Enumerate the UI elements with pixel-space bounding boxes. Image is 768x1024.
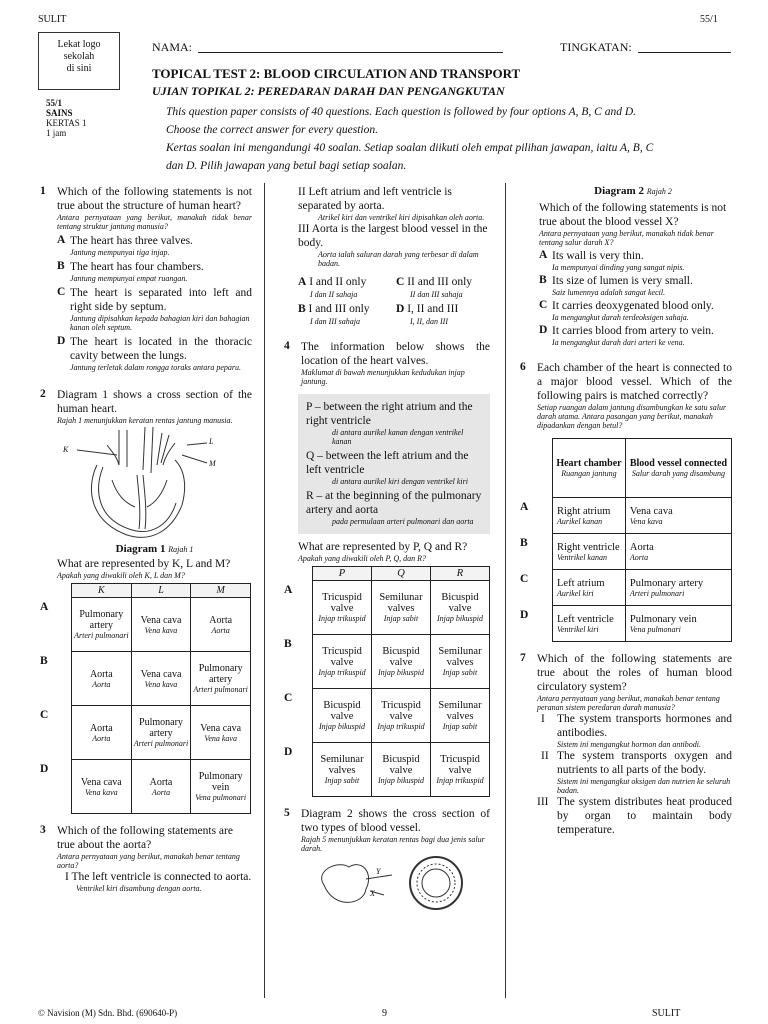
question-text-ms: Antara pernyataan yang berikut, manakah tidak benar tentang struktur jantung manusia? [57,213,252,231]
question-text: Which of the following statements are true about the aorta? [57,825,233,851]
table-row[interactable] [313,581,490,635]
table-header: M [191,584,251,598]
table-cell [372,635,431,689]
question-4 [284,340,490,797]
table-cell [131,598,191,652]
cell-text-ms: Injap sabit [324,776,360,785]
table-header-row [553,439,732,498]
instruction-line: Kertas soalan ini mengandungi 40 soalan. Setiap soalan diikuti oleh empat pilihan jawapan, iaitu A, B, C [166,142,654,154]
footer-copyright: © Navision (M) Sdn. Bhd. (690640-P) [38,1008,178,1018]
question-text: Diagram 1 shows a cross section of the human heart. [57,389,252,415]
table-row[interactable] [72,652,251,706]
option-c[interactable]: C II and III only II dan III sahaja [396,272,496,299]
table-header-row [313,567,490,581]
question-number: 2 [40,388,46,400]
info-box [298,394,490,534]
question-ask: What are represented by P, Q and R? [298,541,468,553]
cell-text: Pulmonary vein [198,771,243,793]
option-text: The heart has three valves. [70,235,193,247]
table-cell [191,706,251,760]
table-cell [72,652,132,706]
table-cell [625,606,731,642]
answer-table [284,566,490,797]
table-row[interactable] [313,635,490,689]
table-header: L [131,584,191,598]
option-letter: A [57,234,66,246]
label-y: Y [376,867,381,876]
row-letter: A [520,501,529,513]
cell-text: Pulmonary vein [629,613,697,625]
question-ask: What are represented by K, L and M? [57,558,231,570]
question-number: 1 [40,185,46,197]
q3-options [298,272,490,326]
question-ask-ms: Apakah yang diwakili oleh P, Q, dan R? [298,554,427,563]
diagram-1-label: Diagram 1 [115,543,166,555]
blood-vessel-diagram [284,853,490,911]
cell-text: Vena cava [140,668,182,680]
statement-iii: III The system distributes heat produced by organ to maintain body temperature. [537,796,732,836]
paper-info [46,98,87,138]
cell-text-ms: Vena pulmonari [195,793,247,802]
option-text: The heart is separated into left and right side by septum. [70,287,252,313]
statement-ii: II Left atrium and left ventricle is separated by aorta. [298,186,452,212]
table-cell [553,498,626,534]
cell-text: Pulmonary artery [79,609,124,631]
diagram-2-label: Diagram 2 [594,185,644,197]
option-b[interactable] [57,260,252,283]
label-k: K [63,445,69,454]
label-x: X [370,889,375,898]
option-text: Its wall is very thin. [552,250,644,262]
option-text-ms: I, II, dan III [410,317,448,326]
option-text-ms: Saiz lumennya adalah sangat kecil. [552,288,666,297]
cell-text-ms: Injap bikuspid [437,614,483,623]
info-q: Q – between the left atrium and the left ventricle [306,450,469,476]
question-text-ms: Antara pernyataan yang berikut, manakah tidak benar tentang salur darah X? [539,229,714,247]
table-cell [431,689,490,743]
footer-sulit: SULIT [652,1008,681,1019]
cell-text: Vena cava [200,722,242,734]
table-cell [625,570,731,606]
option-text-ms: Jantung terletak dalam rongga toraks antara peparu. [70,363,242,372]
cell-text-ms: Arteri pulmonari [629,588,685,598]
logo-box [38,32,120,90]
paper-subject: SAINS [46,108,73,118]
cell-text: Pulmonary artery [139,717,183,739]
table-header: K [72,584,132,598]
option-letter: B [539,274,547,286]
option-text-ms: Ia mengangkut darah dari arteri ke vena. [552,338,685,347]
option-b[interactable] [539,274,732,297]
question-5 [284,807,490,911]
question-1 [40,185,252,372]
question-text-ms: Rajah 1 menunjukkan keratan rentas jantung manusia. [57,416,233,425]
cell-text: Tricuspid valve [322,646,362,668]
column-divider [264,183,265,998]
row-letter: D [40,763,49,775]
statement-text-ms: Sistem ini mengangkut hormon dan antibodi. [557,740,701,749]
cell-text-ms: Aurikel kiri [557,588,594,598]
option-letter: D [539,324,548,336]
table-cell [72,760,132,814]
heart-diagram [57,425,252,543]
cell-text: Pulmonary artery [629,577,704,589]
info-q-ms: di antara aurikel kiri dengan ventrikel kiri [332,477,468,486]
option-text-ms: II dan III sahaja [410,290,463,299]
cell-text: Aorta [209,614,233,626]
cell-text-ms: Injap trikuspid [318,614,366,623]
cell-text-ms: Injap bikuspid [378,668,424,677]
option-text: I and III only [308,303,370,315]
row-letter: A [284,584,293,596]
row-letter: C [520,573,529,585]
table-cell [625,498,731,534]
info-r-ms: pada permulaan arteri pulmonari dan aorta [332,517,474,526]
option-letter: D [57,335,66,347]
question-text-ms: Antara pernyataan yang berikut, manakah benar tentang aorta? [57,852,240,870]
table-cell [553,570,626,606]
option-text-ms: Jantung mempunyai empat ruangan. [70,274,188,283]
option-d[interactable] [539,324,732,347]
cell-text-ms: Injap bikuspid [378,776,424,785]
row-letter: A [40,601,49,613]
cell-text: Pulmonary artery [198,663,243,685]
diagram-2-caption [534,185,732,197]
table-cell [625,534,731,570]
diagram-1-label-ms: Rajah 1 [168,545,194,554]
row-letter: B [40,655,48,667]
option-text: I and II only [309,276,367,288]
table-header-row [72,584,251,598]
nama-field[interactable] [198,52,503,53]
option-text-ms: Jantung dipisahkan kepada bahagian kiri dan bahagian kanan oleh septum. [70,314,250,332]
instruction-line: This question paper consists of 40 questions. Each question is followed by four options A, B, C and D. [166,106,637,118]
question-text: Diagram 2 shows the cross section of two types of blood vessel. [301,808,490,834]
cell-text: Bicuspid valve [382,754,420,776]
question-7 [520,652,732,837]
cell-text-ms: Injap sabit [383,614,419,623]
heart-cross-section-image [57,425,252,543]
column-1 [40,185,252,893]
table-cell [191,652,251,706]
option-a[interactable]: A I and II only I dan II sahaja [298,272,396,299]
label-m: M [209,459,216,468]
cell-text: Bicuspid valve [323,700,361,722]
question-6 [520,361,732,642]
table-row[interactable] [313,689,490,743]
table-cell [431,581,490,635]
cell-text-ms: Vena kava [144,679,178,689]
option-text-ms: Ia mengangkut darah terdeoksigen sahaja. [552,313,689,322]
cell-text: Tricuspid valve [440,754,480,776]
cell-text: Aorta [629,541,654,553]
question-number: 3 [40,824,46,836]
statement-text-ms: Sistem ini mengangkut oksigen dan nutrien ke seluruh badan. [557,777,731,795]
table-header [553,439,626,498]
option-c[interactable] [539,299,732,322]
cell-text-ms: Vena kava [85,787,118,797]
logo-line: sekolah [63,51,95,62]
logo-line: di sini [66,63,92,74]
option-c[interactable] [57,286,252,332]
cell-text-ms: Injap sabit [442,722,478,731]
cell-text-ms: Aorta [211,625,230,635]
question-text: Each chamber of the heart is connected to a major blood vessel. Which of the following pairs is matched correctly? [537,362,732,402]
row-letter: D [520,609,529,621]
cell-text-ms: Aorta [92,679,111,689]
cell-text: Left atrium [557,577,605,589]
row-letter: B [520,537,528,549]
option-text: I, II and III [407,303,459,315]
table-header [625,439,731,498]
statement-i: I The system transports hormones and antibodies. Sistem ini mengangkut hormon dan antibodi. [541,713,732,749]
question-number: 4 [284,340,290,352]
cell-text: Bicuspid valve [382,646,420,668]
column-2 [284,185,490,911]
statement-ii-ms: Atrikel kiri dan ventrikel kiri dipisahkan oleh aorta. [318,213,485,222]
cell-text-ms: Vena kava [204,733,237,743]
blood-vessels-image [304,855,504,913]
option-text: The heart has four chambers. [70,261,204,273]
title-en: TOPICAL TEST 2: BLOOD CIRCULATION AND TRANSPORT [152,66,521,81]
cell-text-ms: Ventrikel kanan [557,552,607,562]
table-row[interactable] [313,743,490,797]
cell-text-ms: Aorta [151,787,171,797]
table-cell [431,635,490,689]
cell-text-ms: Aurikel kanan [557,516,603,526]
info-r: R – at the beginning of the pulmonary artery and aorta [306,490,482,516]
option-letter: B [57,260,65,272]
cell-text: Semilunar valves [379,592,423,614]
question-text: Which of the following statements is not true about the structure of human heart? [57,186,252,212]
table-row[interactable] [553,606,732,642]
option-letter: C [539,299,548,311]
question-text: Which of the following statements is not true about the blood vessel X? [539,202,727,228]
option-text-ms: I dan II sahaja [310,290,358,299]
table-cell [372,689,431,743]
cell-text: Semilunar valves [438,646,482,668]
option-text-ms: Ia mempunyai dinding yang sangat nipis. [552,263,685,272]
label-l: L [209,437,214,446]
cell-text-ms: Injap sabit [442,668,478,677]
logo-line: Lekat logo [57,39,101,50]
diagram-1-caption [57,543,252,555]
table-row[interactable] [553,534,732,570]
question-text-ms: Setiap ruangan dalam jantung disambungkan ke satu salur darah utama. Antara pasangan yang berikut, manakah dipadankan dengan betul? [537,403,727,430]
option-a[interactable] [57,234,252,257]
question-text-ms: Maklumat di bawah menunjukkan kedudukan injap jantung. [301,368,465,386]
option-text: It carries deoxygenated blood only. [552,300,714,312]
cell-text: Right atrium [557,505,611,517]
question-3 [40,824,252,893]
question-2 [40,388,252,814]
instruction-line: dan D. Pilih jawapan yang betul bagi setiap soalan. [166,160,407,172]
paper-duration: 1 jam [46,128,67,138]
statement-text: The system distributes heat produced by organ to maintain body temperature. [557,796,732,836]
answer-table [520,438,732,642]
option-text-ms: Jantung mempunyai tiga injap. [70,248,170,257]
diagram-2-label-ms: Rajah 2 [646,187,672,196]
cell-text-ms: Injap trikuspid [436,776,484,785]
table-row[interactable] [553,498,732,534]
statement-text: The system transports oxygen and nutrients to all parts of the body. [557,750,732,776]
cell-text-ms: Ventrikel kiri [557,624,599,634]
header-sulit: SULIT [38,14,67,25]
cell-text-ms: Aorta [92,733,111,743]
cell-text-ms: Aorta [629,552,649,562]
table-cell [313,689,372,743]
cell-text: Semilunar valves [438,700,482,722]
instruction-line: Choose the correct answer for every question. [166,124,378,136]
cell-text: Vena cava [140,614,182,626]
option-b[interactable]: B I and III only I dan III sahaja [298,299,396,326]
table-cell [191,598,251,652]
table-cell [131,652,191,706]
row-letter: C [284,692,293,704]
header-text-ms: Salur darah yang disambung [631,469,726,478]
cell-text: Bicuspid valve [441,592,479,614]
header-text-ms: Ruangan jantung [561,469,617,478]
header-text: Heart chamber [556,458,622,469]
statement-ii: II The system transports oxygen and nutrients to all parts of the body. Sistem ini mengangkut oksigen dan nutrien ke seluruh badan. [541,750,732,795]
cell-text: Semilunar valves [320,754,364,776]
table-cell [313,581,372,635]
cell-text-ms: Arteri pulmonari [74,631,129,640]
statement-iii: III Aorta is the largest blood vessel in the body. [298,223,488,249]
answer-table [40,583,252,814]
option-text-ms: I dan III sahaja [310,317,360,326]
cell-text: Vena cava [80,776,122,788]
option-text: The heart is located in the thoracic cavity between the lungs. [70,336,252,362]
table-cell [372,743,431,797]
question-number: 6 [520,361,526,373]
table-cell [72,598,132,652]
tingkatan-field[interactable] [638,52,731,53]
cell-text: Tricuspid valve [381,700,421,722]
cell-text-ms: Arteri pulmonari [133,739,189,748]
cell-text-ms: Injap bikuspid [319,722,365,731]
header-code: 55/1 [700,14,718,25]
statement-i: I The left ventricle is connected to aorta. [65,871,252,883]
column-3 [520,185,732,837]
table-cell [553,606,626,642]
option-letter: C [57,286,66,298]
table-cell [553,534,626,570]
table-row[interactable] [72,706,251,760]
statement-iii-ms: Aorta ialah saluran darah yang terbesar di dalam badan. [318,250,479,268]
question-text-ms: Rajah 5 menunjukkan keratan rentas bagi dua jenis salur darah. [301,835,485,853]
row-letter: D [284,746,293,758]
option-text: II and III only [407,276,473,288]
table-header: R [431,567,490,581]
question-text-ms: Antara pernyataan yang berikut, manakah benar tentang peranan sistem peredaran darah manusia? [537,694,720,712]
paper-number: KERTAS 1 [46,118,87,128]
question-number: 5 [284,807,290,819]
table-row[interactable] [72,760,251,814]
statement-text: The system transports hormones and antibodies. [557,713,732,739]
title-ms: UJIAN TOPIKAL 2: PEREDARAN DARAH DAN PENGANGKUTAN [152,84,505,98]
statement-i-ms: Ventrikel kiri disambung dengan aorta. [76,884,202,893]
cell-text: Vena cava [629,505,673,517]
table-row[interactable] [72,598,251,652]
header-text: Blood vessel connected [629,458,728,469]
table-cell [372,581,431,635]
info-p-ms: di antara aurikel kanan dengan ventrikel kanan [332,428,464,446]
instructions [166,103,653,175]
cell-text: Aorta [89,722,113,734]
option-d[interactable] [57,335,252,372]
row-letter: C [40,709,49,721]
cell-text: Aorta [89,668,113,680]
cell-text: Right ventricle [557,541,620,553]
option-d[interactable]: D I, II and III I, II, dan III [396,299,496,326]
row-letter: B [284,638,292,650]
cell-text-ms: Vena kava [629,516,663,526]
option-letter: A [539,249,548,261]
table-header: Q [372,567,431,581]
question-ask-ms: Apakah yang diwakili oleh K, L dan M? [57,571,185,580]
column-divider [505,183,506,998]
cell-text-ms: Injap trikuspid [318,668,366,677]
table-cell [72,706,132,760]
table-row[interactable] [553,570,732,606]
table-cell [313,635,372,689]
paper-code: 55/1 [46,98,63,108]
option-text: It carries blood from artery to vein. [552,325,714,337]
table-header: P [313,567,372,581]
info-p: P – between the right atrium and the right ventricle [306,401,473,427]
table-cell [313,743,372,797]
option-text: Its size of lumen is very small. [552,275,693,287]
table-cell [191,760,251,814]
cell-text-ms: Arteri pulmonari [193,685,248,694]
cell-text-ms: Injap trikuspid [377,722,425,731]
nama-label: NAMA: [152,40,193,54]
cell-text-ms: Vena kava [144,625,178,635]
option-a[interactable] [539,249,732,272]
question-text: Which of the following statements are true about the roles of human blood circulatory system? [537,653,732,693]
tingkatan-label: TINGKATAN: [560,40,632,54]
table-cell [431,743,490,797]
question-number: 7 [520,652,526,664]
question-text: The information below shows the location of the heart valves. [301,341,490,367]
cell-text: Tricuspid valve [322,592,362,614]
cell-text-ms: Vena pulmonari [629,624,681,634]
table-cell [131,706,191,760]
cell-text: Aorta [149,776,173,788]
page-number: 9 [382,1008,387,1019]
cell-text: Left ventricle [557,613,614,625]
table-cell [131,760,191,814]
